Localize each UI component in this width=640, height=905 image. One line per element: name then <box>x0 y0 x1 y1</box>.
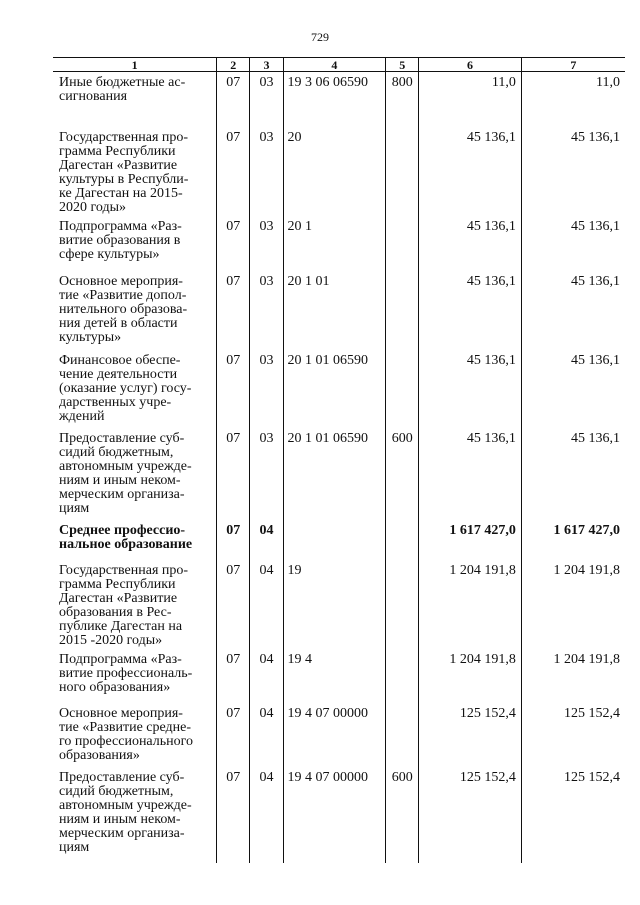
header-col-3: 3 <box>250 58 283 72</box>
description-line: Подпрограмма «Раз- <box>59 651 182 667</box>
expense-type-code <box>386 649 419 703</box>
expense-type-code <box>386 703 419 767</box>
row-description <box>53 767 217 863</box>
description-line: мерческим организа- <box>59 825 185 841</box>
section-code: 07 <box>217 560 250 649</box>
amount-col-7: 125 152,4 <box>521 703 625 767</box>
description-line: Иные бюджетные ас- <box>59 75 186 90</box>
page-number: 729 <box>311 30 329 44</box>
section-code: 07 <box>217 216 250 271</box>
description-line: ния детей в области <box>59 315 178 331</box>
row-description <box>53 127 217 216</box>
description-line: сидий бюджетным, <box>59 444 174 460</box>
budget-table <box>53 57 625 863</box>
subsection-code: 03 <box>250 350 283 428</box>
expense-type-code <box>386 520 419 560</box>
description-line: Государственная про- <box>59 129 189 145</box>
table-row <box>53 428 625 520</box>
description-line: культуры» <box>59 329 122 345</box>
description-line: сфере культуры» <box>59 246 160 262</box>
description-line: Дагестан «Развитие <box>59 590 178 606</box>
amount-col-6: 45 136,1 <box>419 428 522 520</box>
amount-col-6: 45 136,1 <box>419 271 522 350</box>
row-description <box>53 350 217 428</box>
target-article-code <box>283 520 386 560</box>
description-line: ного образования» <box>59 679 171 695</box>
header-col-2: 2 <box>217 58 250 72</box>
expense-type-code <box>386 216 419 271</box>
row-description <box>53 216 217 271</box>
row-description <box>53 703 217 767</box>
description-line: тие «Развитие средне- <box>59 719 192 735</box>
description-line: тие «Развитие допол- <box>59 287 187 303</box>
expense-type-code <box>386 560 419 649</box>
subsection-code: 03 <box>250 428 283 520</box>
description-line: Финансовое обеспе- <box>59 352 181 368</box>
table-row <box>53 520 625 560</box>
description-line: ке Дагестан на 2015- <box>59 185 183 201</box>
description-line: Основное мероприя- <box>59 273 183 289</box>
expense-type-code <box>386 350 419 428</box>
description-line: циям <box>59 839 90 855</box>
description-line: ждений <box>59 408 105 424</box>
description-line: дарственных учре- <box>59 394 172 410</box>
header-col-4: 4 <box>283 58 386 72</box>
target-article-code: 20 1 01 06590 <box>283 350 386 428</box>
description-line: публике Дагестан на <box>59 618 183 634</box>
target-article-code: 19 <box>283 560 386 649</box>
row-description <box>53 271 217 350</box>
section-code: 07 <box>217 520 250 560</box>
target-article-code: 20 1 <box>283 216 386 271</box>
section-code: 07 <box>217 703 250 767</box>
target-article-code: 20 1 01 06590 <box>283 428 386 520</box>
description-line: чение деятельности <box>59 366 178 382</box>
subsection-code: 04 <box>250 560 283 649</box>
subsection-code: 04 <box>250 649 283 703</box>
amount-col-6: 45 136,1 <box>419 127 522 216</box>
subsection-code: 03 <box>250 271 283 350</box>
expense-type-code <box>386 271 419 350</box>
table-row <box>53 72 625 127</box>
description-line: Дагестан «Развитие <box>59 157 178 173</box>
description-line: Государственная про- <box>59 562 189 578</box>
description-line: витие профессиональ- <box>59 665 193 681</box>
row-description <box>53 72 217 127</box>
target-article-code: 20 1 01 <box>283 271 386 350</box>
header-col-5: 5 <box>386 58 419 72</box>
description-line: образования в Рес- <box>59 604 172 620</box>
description-line: грамма Республики <box>59 576 176 592</box>
amount-col-7: 125 152,4 <box>521 767 625 863</box>
description-line: мерческим организа- <box>59 486 185 502</box>
section-code: 07 <box>217 72 250 127</box>
description-line: витие образования в <box>59 232 181 248</box>
description-line: автономным учрежде- <box>59 458 192 474</box>
subsection-code: 03 <box>250 72 283 127</box>
target-article-code: 20 <box>283 127 386 216</box>
description-line: Среднее профессио- <box>59 522 186 538</box>
expense-type-code <box>386 127 419 216</box>
row-description <box>53 428 217 520</box>
description-line: нительного образова- <box>59 301 188 317</box>
section-code: 07 <box>217 767 250 863</box>
expense-type-code: 600 <box>386 767 419 863</box>
table-row <box>53 216 625 271</box>
table-row <box>53 703 625 767</box>
table-row <box>53 767 625 863</box>
header-col-6: 6 <box>419 58 522 72</box>
description-line: грамма Республики <box>59 143 176 159</box>
subsection-code: 03 <box>250 127 283 216</box>
section-code: 07 <box>217 428 250 520</box>
description-line: нальное образование <box>59 536 193 552</box>
description-line: 2015 -2020 годы» <box>59 632 163 648</box>
amount-col-6: 1 204 191,8 <box>419 560 522 649</box>
amount-col-6: 1 617 427,0 <box>419 520 522 560</box>
description-line: автономным учрежде- <box>59 797 192 813</box>
subsection-code: 03 <box>250 216 283 271</box>
amount-col-6: 125 152,4 <box>419 767 522 863</box>
budget-table-container <box>53 57 625 863</box>
table-row <box>53 350 625 428</box>
description-line: образования» <box>59 747 140 763</box>
row-description <box>53 649 217 703</box>
target-article-code: 19 4 07 00000 <box>283 767 386 863</box>
header-col-7: 7 <box>521 58 625 72</box>
table-row <box>53 649 625 703</box>
description-line: сидий бюджетным, <box>59 783 174 799</box>
description-line: го профессионального <box>59 733 194 749</box>
target-article-code: 19 3 06 06590 <box>283 72 386 127</box>
amount-col-7: 1 617 427,0 <box>521 520 625 560</box>
amount-col-6: 45 136,1 <box>419 350 522 428</box>
amount-col-6: 45 136,1 <box>419 216 522 271</box>
target-article-code: 19 4 <box>283 649 386 703</box>
description-line: Подпрограмма «Раз- <box>59 218 182 234</box>
table-row <box>53 271 625 350</box>
description-line: культуры в Республи- <box>59 171 189 187</box>
amount-col-7: 1 204 191,8 <box>521 649 625 703</box>
expense-type-code: 600 <box>386 428 419 520</box>
section-code: 07 <box>217 127 250 216</box>
description-line: Предоставление суб- <box>59 430 185 446</box>
amount-col-7: 45 136,1 <box>521 350 625 428</box>
description-line: ниям и иным неком- <box>59 811 181 827</box>
expense-type-code: 800 <box>386 72 419 127</box>
amount-col-7: 45 136,1 <box>521 428 625 520</box>
amount-col-7: 1 204 191,8 <box>521 560 625 649</box>
description-line: циям <box>59 500 90 516</box>
subsection-code: 04 <box>250 520 283 560</box>
target-article-code: 19 4 07 00000 <box>283 703 386 767</box>
header-col-1: 1 <box>53 58 217 72</box>
table-row <box>53 560 625 649</box>
section-code: 07 <box>217 649 250 703</box>
row-description <box>53 560 217 649</box>
subsection-code: 04 <box>250 703 283 767</box>
amount-col-6: 11,0 <box>419 72 522 127</box>
amount-col-7: 45 136,1 <box>521 271 625 350</box>
table-body <box>53 72 625 863</box>
subsection-code: 04 <box>250 767 283 863</box>
description-line: Основное мероприя- <box>59 705 183 721</box>
amount-col-6: 1 204 191,8 <box>419 649 522 703</box>
section-code: 07 <box>217 271 250 350</box>
description-line: ниям и иным неком- <box>59 472 181 488</box>
amount-col-6: 125 152,4 <box>419 703 522 767</box>
amount-col-7: 45 136,1 <box>521 216 625 271</box>
description-line: Предоставление суб- <box>59 769 185 785</box>
table-row <box>53 127 625 216</box>
row-description <box>53 520 217 560</box>
amount-col-7: 45 136,1 <box>521 127 625 216</box>
description-line: (оказание услуг) госу- <box>59 380 192 396</box>
description-line: 2020 годы» <box>59 199 127 215</box>
amount-col-7: 11,0 <box>521 72 625 127</box>
section-code: 07 <box>217 350 250 428</box>
description-line: сигнования <box>59 89 128 104</box>
table-header-row <box>53 58 625 72</box>
